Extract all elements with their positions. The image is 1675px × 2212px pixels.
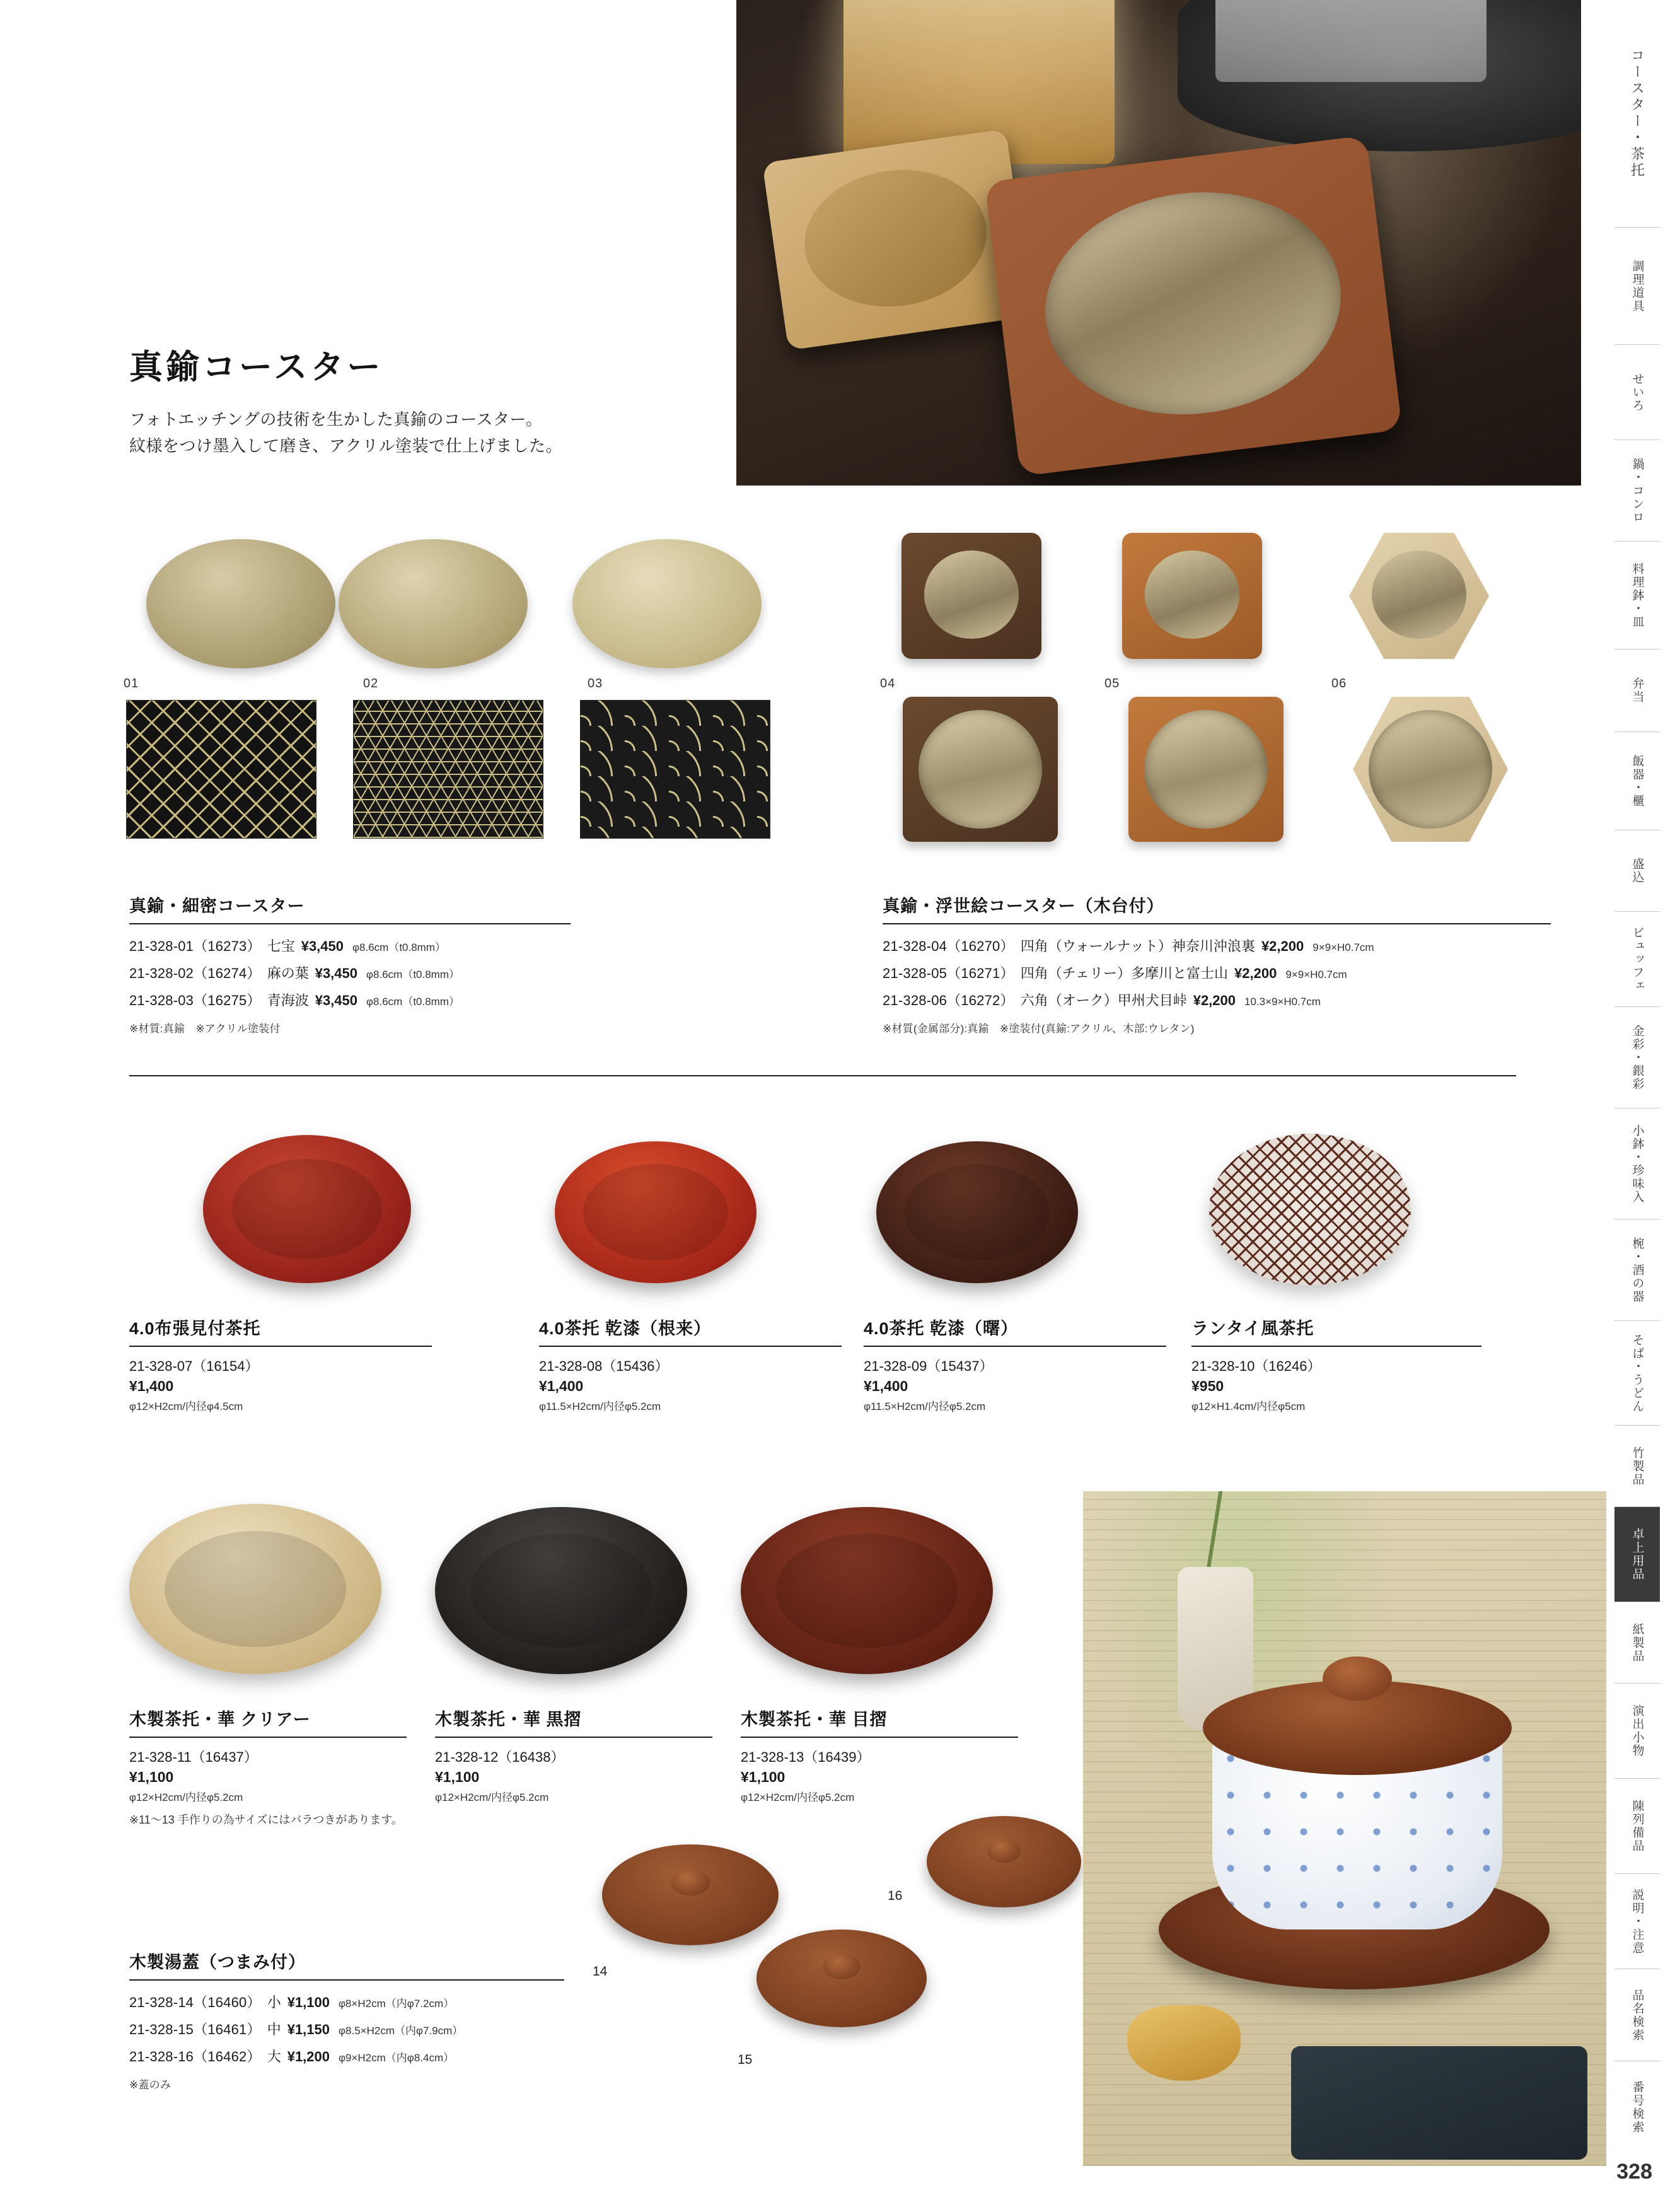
side-tab-label: 番号検索	[1630, 2080, 1644, 2134]
photo-number-16: 16	[888, 1889, 903, 1903]
swatch-number-04: 04	[880, 677, 896, 690]
spec-block-brass-fine	[129, 892, 571, 1035]
side-tab-label: 陳列備品	[1630, 1800, 1644, 1853]
product-photo-14	[602, 1844, 779, 1945]
product-name: 大	[267, 2048, 281, 2064]
ukiyoe-art-koshu	[1353, 697, 1508, 842]
section-description	[129, 406, 697, 459]
spec-rows	[129, 933, 571, 1015]
side-tab-17[interactable]	[1614, 1779, 1660, 1874]
side-tab-0[interactable]	[1614, 0, 1660, 228]
side-tab-label: せいろ	[1630, 372, 1644, 412]
product-price: ¥3,450	[315, 992, 357, 1008]
product-dimension: φ12×H2cm/内径φ5.2cm	[435, 1791, 549, 1803]
side-tab-label: 演出小物	[1630, 1704, 1644, 1757]
side-tab-label: 金彩・銀彩	[1630, 1024, 1644, 1091]
side-tab-label: 紙製品	[1630, 1622, 1644, 1663]
hero-crystal-glass	[1215, 0, 1487, 82]
spec-block-08	[539, 1315, 842, 1413]
side-tab-label: 品名検索	[1630, 1988, 1644, 2042]
product-code: 21-328-13（16439）	[741, 1749, 871, 1765]
product-code: 21-328-15（16461）	[129, 2021, 261, 2037]
side-tab-6[interactable]	[1614, 732, 1660, 830]
product-photo-16	[927, 1816, 1081, 1907]
spec-block-09	[864, 1315, 1166, 1413]
side-tab-12[interactable]	[1614, 1321, 1660, 1426]
product-dimension: φ12×H2cm/内径φ4.5cm	[129, 1400, 243, 1412]
product-code: 21-328-10（16246）	[1191, 1358, 1321, 1374]
spec-rows	[539, 1356, 842, 1413]
table-row	[129, 933, 571, 960]
product-dimension: φ8×H2cm（内φ7.2cm）	[339, 1998, 455, 2010]
side-tab-label: 飯器・櫃	[1630, 754, 1644, 808]
side-tab-label: 調理道具	[1630, 259, 1644, 313]
product-code: 21-328-07（16154）	[129, 1358, 259, 1374]
product-photo-01	[146, 539, 335, 668]
product-code: 21-328-16（16462）	[129, 2048, 261, 2064]
side-tab-9[interactable]	[1614, 1007, 1660, 1109]
product-title: 4.0茶托 乾漆（根来）	[539, 1315, 842, 1347]
product-name: 青海波	[267, 992, 309, 1008]
side-tab-label: コースター・茶托	[1629, 48, 1645, 179]
product-price: ¥1,200	[287, 2048, 330, 2064]
spec-rows	[741, 1747, 1018, 1804]
ukiyoe-coaster-cherry	[1122, 533, 1262, 659]
product-dimension: φ8.6cm（t0.8mm）	[352, 941, 446, 953]
ukiyoe-coaster-oak	[1349, 533, 1489, 659]
product-photo-15	[756, 1930, 927, 2027]
product-photo-07	[203, 1135, 411, 1283]
product-code: 21-328-04（16270）	[883, 938, 1014, 954]
product-price: ¥1,100	[129, 1769, 174, 1785]
side-tab-13[interactable]	[1614, 1426, 1660, 1507]
product-price: ¥1,400	[864, 1378, 908, 1394]
product-code: 21-328-14（16460）	[129, 1994, 261, 2010]
side-tab-label: 料理鉢・皿	[1630, 562, 1644, 629]
product-dimension: 9×9×H0.7cm	[1313, 941, 1374, 953]
product-dimension: φ8.5×H2cm（内φ7.9cm）	[339, 2024, 463, 2037]
product-dimension: φ11.5×H2cm/内径φ5.2cm	[864, 1400, 986, 1412]
side-tab-label: 説明・注意	[1630, 1888, 1644, 1955]
side-tab-7[interactable]	[1614, 830, 1660, 912]
side-tab-11[interactable]	[1614, 1220, 1660, 1321]
pattern-seigaiha	[580, 700, 770, 839]
side-index-tabs	[1599, 0, 1675, 2157]
product-dimension: φ12×H1.4cm/内径φ5cm	[1191, 1400, 1306, 1412]
product-name: 六角（オーク）甲州犬目峠	[1020, 992, 1187, 1008]
product-title: 木製茶托・華 黒摺	[435, 1706, 712, 1738]
spec-block-12	[435, 1706, 712, 1804]
swatch-number-05: 05	[1104, 677, 1120, 690]
side-tab-16[interactable]	[1614, 1684, 1660, 1779]
lid-knob	[823, 1954, 860, 1979]
pattern-asanoha	[353, 700, 543, 839]
page-number: 328	[1616, 2160, 1652, 2184]
side-tab-19[interactable]	[1614, 1969, 1660, 2061]
table-row	[129, 1989, 564, 2017]
product-dimension: 9×9×H0.7cm	[1285, 968, 1347, 981]
description-line-1: フォトエッチングの技術を生かした真鍮のコースター。	[129, 410, 543, 429]
product-photo-02	[339, 539, 528, 668]
section-headline	[129, 341, 697, 459]
description-line-2: 紋様をつけ墨入して磨き、アクリル塗装で仕上げました。	[129, 436, 563, 456]
table-row	[883, 933, 1551, 960]
product-code: 21-328-01（16273）	[129, 938, 261, 954]
product-dimension: φ12×H2cm/内径φ5.2cm	[129, 1791, 243, 1803]
side-tab-label: 竹製品	[1630, 1446, 1644, 1486]
spec-block-07	[129, 1315, 432, 1413]
brass-coaster-asanoha	[339, 539, 528, 668]
section-divider	[129, 1075, 1516, 1076]
wooden-lid-knob	[1323, 1656, 1392, 1701]
side-tab-10[interactable]	[1614, 1109, 1660, 1220]
spec-title: 木製湯蓋（つまみ付）	[129, 1948, 564, 1981]
product-code: 21-328-03（16275）	[129, 992, 261, 1008]
product-price: ¥3,450	[301, 938, 344, 954]
product-name: 小	[267, 1994, 281, 2010]
product-price: ¥1,100	[435, 1769, 480, 1785]
swatch-number-03: 03	[588, 677, 603, 690]
side-tab-label: 鍋・コンロ	[1630, 457, 1644, 524]
product-price: ¥1,100	[741, 1769, 785, 1785]
side-tab-8[interactable]	[1614, 912, 1660, 1007]
table-row	[129, 2044, 564, 2071]
spec-block-10	[1191, 1315, 1481, 1413]
photo-number-15: 15	[738, 2052, 753, 2067]
product-price: ¥1,400	[539, 1378, 584, 1394]
product-price: ¥3,450	[315, 965, 357, 981]
lifestyle-photo	[1083, 1491, 1606, 2166]
product-photo-06	[1349, 533, 1489, 659]
product-code: 21-328-05（16271）	[883, 965, 1014, 981]
pattern-closeup-03	[580, 700, 770, 839]
table-row	[883, 987, 1551, 1015]
product-name: 七宝	[267, 938, 295, 954]
dish-inner	[905, 1164, 1050, 1260]
table-row	[883, 960, 1551, 987]
product-price: ¥950	[1191, 1378, 1224, 1394]
side-tab-4[interactable]	[1614, 542, 1660, 649]
product-title: 4.0茶托 乾漆（曙）	[864, 1315, 1166, 1347]
product-name: 四角（チェリー）多摩川と富士山	[1020, 965, 1229, 981]
product-title: ランタイ風茶托	[1191, 1315, 1481, 1347]
product-photo-03	[572, 539, 762, 668]
product-dimension: φ12×H2cm/内径φ5.2cm	[741, 1791, 855, 1803]
lid-knob	[987, 1839, 1021, 1863]
ukiyoe-closeup-06	[1353, 697, 1508, 842]
spec-note: ※材質:真鍮 ※アクリル塗装付	[129, 1022, 281, 1035]
product-price: ¥2,200	[1234, 965, 1277, 981]
photo-number-14: 14	[593, 1964, 608, 1979]
product-dimension: φ9×H2cm（内φ8.4cm）	[339, 2051, 455, 2064]
pattern-closeup-01	[126, 700, 316, 839]
spec-note: ※材質(金属部分):真鍮 ※塗装付(真鍮:アクリル、木部:ウレタン)	[883, 1022, 1195, 1035]
product-name: 中	[267, 2021, 281, 2037]
side-tab-3[interactable]	[1614, 440, 1660, 542]
side-tab-15[interactable]	[1614, 1602, 1660, 1684]
product-photo-13	[741, 1507, 993, 1674]
hero-coaster-ukiyoe	[985, 136, 1403, 477]
spec-title: 真鍮・浮世絵コースター（木台付）	[883, 892, 1551, 924]
spec-rows	[129, 1989, 564, 2071]
dish-inner	[232, 1159, 382, 1260]
spec-rows	[883, 933, 1551, 1015]
product-title: 木製茶托・華 クリアー	[129, 1706, 407, 1738]
dish-inner	[583, 1164, 728, 1260]
product-price: ¥1,400	[129, 1378, 174, 1394]
dish-inner	[470, 1534, 652, 1647]
side-tab-label: そば・うどん	[1630, 1333, 1644, 1413]
product-title: 4.0布張見付茶托	[129, 1315, 432, 1347]
ukiyoe-closeup-05	[1128, 697, 1284, 842]
side-tab-label: 盛込	[1630, 858, 1644, 884]
side-tab-label: 卓上用品	[1630, 1528, 1644, 1581]
product-code: 21-328-08（15436）	[539, 1358, 669, 1374]
product-code: 21-328-12（16438）	[435, 1749, 565, 1765]
side-tab-label: 弁当	[1630, 677, 1644, 704]
page-title: 真鍮コースター	[129, 348, 384, 387]
spec-rows	[129, 1747, 407, 1804]
spec-rows	[129, 1356, 432, 1413]
handmade-note: ※11〜13 手作りの為サイズにはバラつきがあります。	[129, 1813, 403, 1826]
brass-coaster-shippo	[146, 539, 335, 668]
product-price: ¥1,100	[287, 1994, 330, 2010]
product-photo-09	[876, 1141, 1078, 1283]
pattern-shippo	[126, 700, 316, 839]
product-code: 21-328-09（15437）	[864, 1358, 994, 1374]
product-name: 麻の葉	[267, 965, 309, 981]
table-row	[129, 987, 571, 1015]
sweet-confection	[1127, 2005, 1241, 2081]
product-dimension: φ8.6cm（t0.8mm）	[366, 995, 460, 1008]
spec-rows	[864, 1356, 1166, 1413]
swatch-number-01: 01	[124, 677, 139, 690]
dark-plate	[1291, 2046, 1587, 2160]
table-row	[129, 960, 571, 987]
side-tab-label: ビュッフェ	[1630, 926, 1644, 992]
side-tab-1[interactable]	[1614, 228, 1660, 345]
product-dimension: φ11.5×H2cm/内径φ5.2cm	[539, 1400, 661, 1412]
dish-inner	[776, 1534, 958, 1647]
product-code: 21-328-06（16272）	[883, 992, 1014, 1008]
spec-rows	[1191, 1356, 1481, 1413]
ukiyoe-coaster-walnut	[901, 533, 1041, 659]
product-code: 21-328-11（16437）	[129, 1749, 258, 1765]
side-tab-label: 椀・酒の器	[1630, 1237, 1644, 1303]
product-photo-04	[901, 533, 1041, 659]
pattern-closeup-02	[353, 700, 543, 839]
brass-coaster-seigaiha	[572, 539, 762, 668]
product-name: 四角（ウォールナット）神奈川沖浪裏	[1020, 938, 1255, 954]
dish-inner	[165, 1531, 346, 1647]
product-photo-05	[1122, 533, 1262, 659]
spec-block-11	[129, 1706, 407, 1804]
spec-rows	[435, 1747, 712, 1804]
side-tab-5[interactable]	[1614, 649, 1660, 732]
product-photo-12	[435, 1507, 687, 1674]
ukiyoe-closeup-04	[903, 697, 1058, 842]
spec-block-13	[741, 1706, 1018, 1804]
product-photo-11	[129, 1504, 381, 1674]
product-photo-10	[1209, 1134, 1411, 1285]
spec-block-brass-ukiyoe	[883, 892, 1551, 1035]
table-row	[129, 2017, 564, 2044]
ukiyoe-art-tamagawa	[1128, 697, 1284, 842]
swatch-number-02: 02	[363, 677, 379, 690]
product-dimension: φ8.6cm（t0.8mm）	[366, 968, 460, 981]
lid-knob	[671, 1870, 710, 1896]
side-tab-2[interactable]	[1614, 345, 1660, 440]
side-tab-20[interactable]	[1614, 2061, 1660, 2153]
spec-note: ※蓋のみ	[129, 2078, 171, 2091]
side-tab-18[interactable]	[1614, 1874, 1660, 1969]
product-price: ¥2,200	[1261, 938, 1304, 954]
product-price: ¥1,150	[287, 2021, 330, 2037]
product-photo-08	[555, 1141, 756, 1283]
product-code: 21-328-02（16274）	[129, 965, 261, 981]
side-tab-14[interactable]	[1614, 1507, 1660, 1602]
swatch-number-06: 06	[1331, 677, 1347, 690]
product-title: 木製茶托・華 目摺	[741, 1706, 1018, 1738]
product-dimension: 10.3×9×H0.7cm	[1244, 995, 1321, 1008]
spec-title: 真鍮・細密コースター	[129, 892, 571, 924]
ukiyoe-art-kanagawa	[903, 697, 1058, 842]
spec-block-lids	[129, 1948, 564, 2092]
product-price: ¥2,200	[1193, 992, 1236, 1008]
side-tab-label: 小鉢・珍味入	[1630, 1124, 1644, 1204]
hero-photo	[736, 0, 1581, 486]
